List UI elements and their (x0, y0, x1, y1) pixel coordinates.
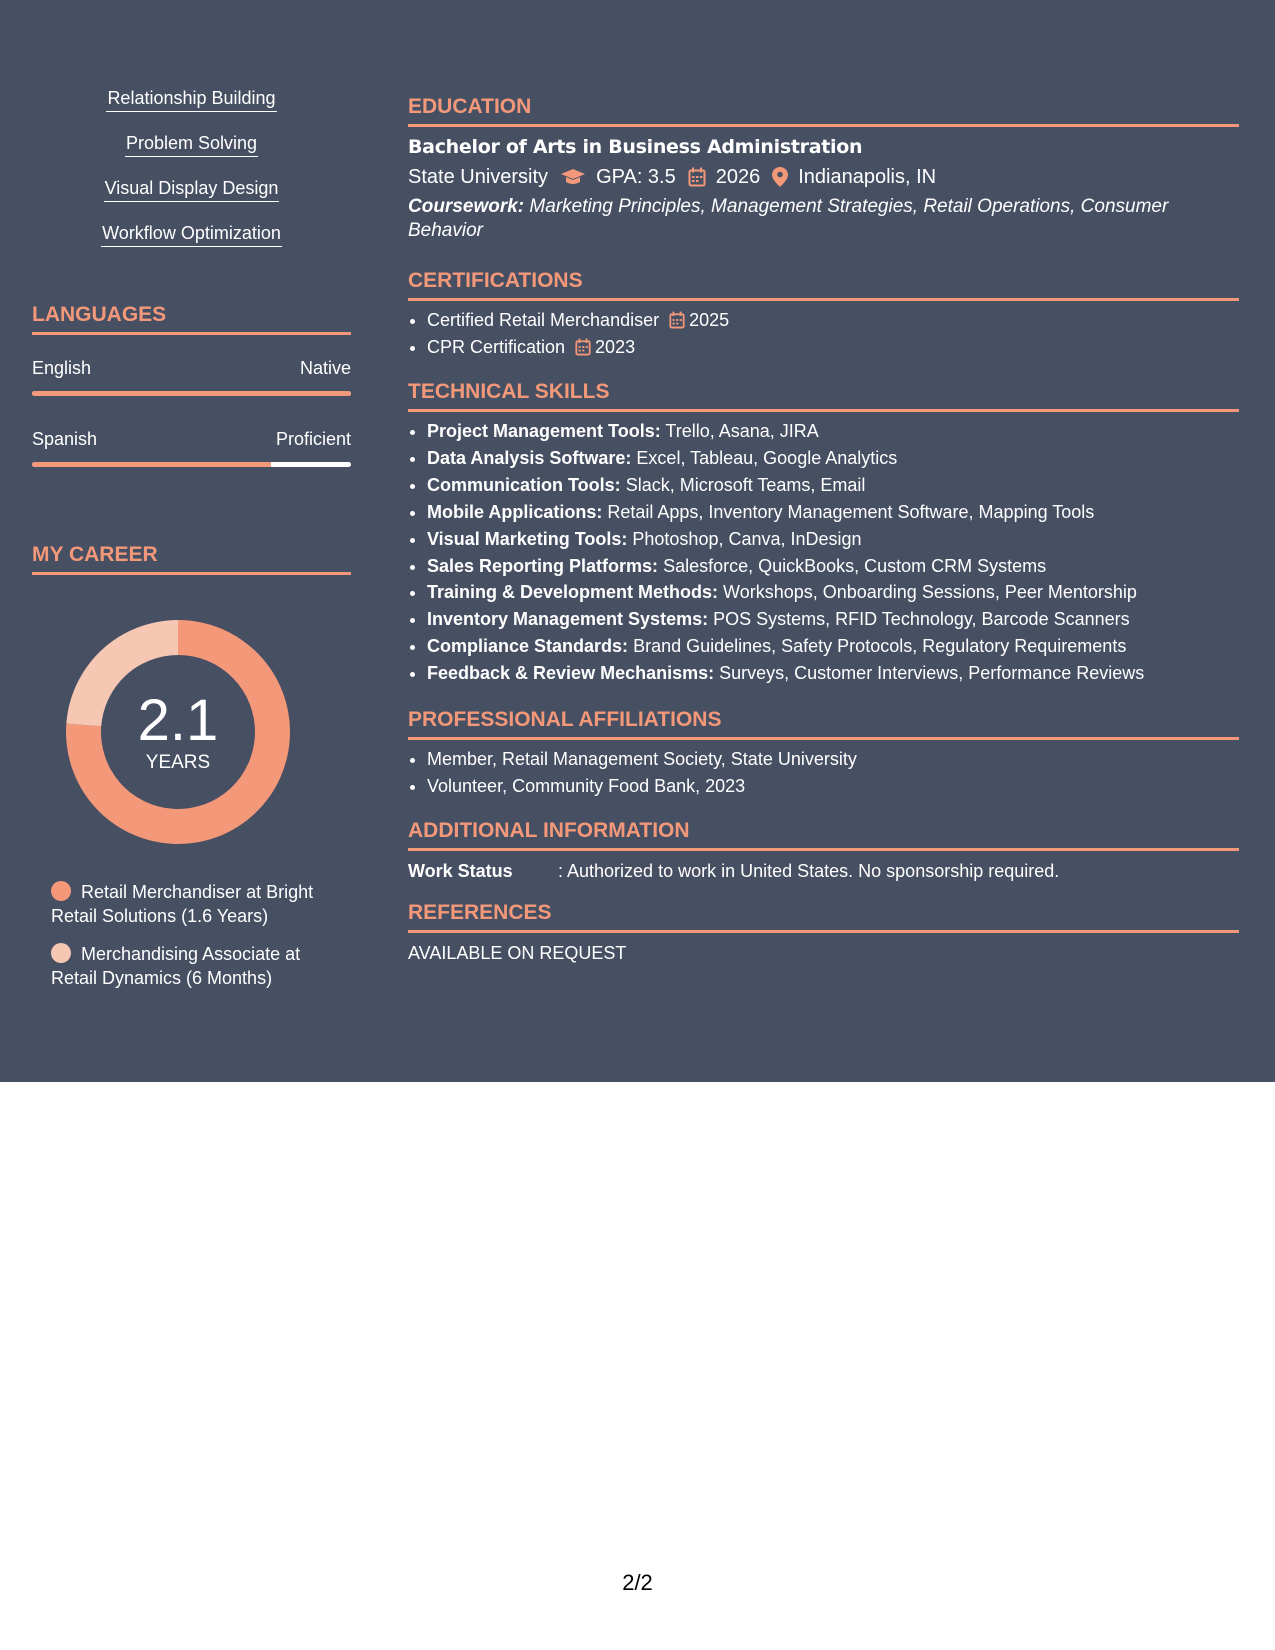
career-donut-chart (66, 620, 290, 844)
language-proficiency-bar (32, 391, 351, 396)
technical-skills-list (408, 418, 1239, 687)
legend-dot-icon (51, 943, 71, 963)
references-section (408, 900, 1239, 965)
legend-dot-icon (51, 881, 71, 901)
technical-skills-title: TECHNICAL SKILLS (408, 380, 610, 403)
calendar-icon (688, 167, 706, 187)
technical-skill-value: Retail Apps, Inventory Management Software, Mapping Tools (607, 501, 1095, 522)
coursework (408, 195, 1239, 243)
language-proficiency-fill (32, 462, 271, 467)
technical-skill-label: Data Analysis Software: (427, 447, 632, 468)
technical-skill-label: Project Management Tools: (427, 421, 661, 441)
technical-skill-value: Slack, Microsoft Teams, Email (625, 474, 866, 495)
language-proficiency-bar (32, 462, 351, 467)
career-legend-item (51, 880, 351, 928)
language-level: Native (299, 358, 351, 378)
technical-skill-label: Inventory Management Systems: (427, 609, 709, 630)
additional-info-section (408, 818, 1239, 883)
technical-skill-item (427, 660, 1239, 687)
skill-label: Workflow Optimization (101, 221, 282, 247)
section-rule (408, 930, 1239, 933)
additional-info-title: ADDITIONAL INFORMATION (408, 819, 690, 842)
certification-name: Certified Retail Merchandiser (427, 310, 660, 330)
page-number: 2/2 (622, 1570, 653, 1595)
technical-skill-item (427, 445, 1239, 472)
technical-skill-label: Sales Reporting Platforms: (427, 555, 659, 576)
technical-skill-label: Feedback & Review Mechanisms: (427, 663, 715, 684)
technical-skill-label: Training & Development Methods: (427, 582, 719, 603)
language-proficiency-fill (32, 391, 351, 396)
technical-skill-label: Visual Marketing Tools: (427, 528, 628, 549)
career-legend-label: Merchandising Associate at Retail Dynamics (6 Months) (51, 944, 301, 988)
work-status-label: Work Status (408, 861, 513, 881)
certification-item (427, 334, 1239, 361)
education-meta (408, 165, 1239, 189)
references-text: AVAILABLE ON REQUEST (408, 943, 627, 963)
affiliation-item: • Volunteer, Community Food Bank, 2023 (427, 773, 1239, 800)
technical-skills-section (408, 379, 1239, 687)
technical-skill-item (427, 606, 1239, 633)
affiliations-title: PROFESSIONAL AFFILIATIONS (408, 708, 722, 731)
technical-skill-value: Photoshop, Canva, InDesign (632, 528, 862, 549)
gpa: GPA: 3.5 (596, 166, 676, 188)
technical-skill-value: Salesforce, QuickBooks, Custom CRM Systems (663, 555, 1047, 576)
skill-label: Visual Display Design (104, 176, 280, 202)
section-rule (32, 572, 351, 575)
skill-item (32, 221, 351, 266)
career-years-unit: YEARS (145, 752, 211, 773)
coursework-text: Marketing Principles, Management Strategies, Retail Operations, Consumer Behavior (408, 196, 1169, 241)
technical-skill-item (427, 579, 1239, 606)
left-column (32, 86, 351, 988)
certification-item (427, 307, 1239, 334)
education-title: EDUCATION (408, 95, 532, 118)
graduation-cap-icon (560, 167, 586, 187)
language-item (32, 428, 351, 467)
certification-year: 2025 (689, 310, 730, 330)
affiliations-section (408, 707, 1239, 800)
certifications-title: CERTIFICATIONS (408, 269, 583, 292)
language-name: English (32, 358, 92, 378)
career-section (32, 542, 351, 575)
technical-skill-value: POS Systems, RFID Technology, Barcode Scanners (713, 609, 1130, 630)
technical-skill-item (427, 526, 1239, 553)
skill-item (32, 176, 351, 221)
calendar-icon (575, 338, 591, 356)
school-name: State University (408, 166, 549, 188)
technical-skill-label: Compliance Standards: (427, 636, 629, 657)
skill-item (32, 131, 351, 176)
technical-skill-label: Communication Tools: (427, 474, 621, 495)
technical-skill-label: Mobile Applications: (427, 501, 603, 522)
skills-list (32, 86, 351, 266)
education-section (408, 94, 1239, 243)
technical-skill-value: Surveys, Customer Interviews, Performance Reviews (719, 663, 1145, 684)
skill-item (32, 86, 351, 131)
location-pin-icon (772, 167, 788, 187)
technical-skill-item (427, 472, 1239, 499)
career-legend-item (51, 942, 351, 990)
degree-title: Bachelor of Arts in Business Administration (408, 136, 863, 158)
technical-skill-value: Trello, Asana, JIRA (665, 421, 819, 441)
skill-label: Problem Solving (125, 131, 258, 157)
technical-skill-item (427, 499, 1239, 526)
coursework-label: Coursework: (408, 196, 525, 217)
technical-skill-value: Excel, Tableau, Google Analytics (636, 447, 898, 468)
languages-title: LANGUAGES (32, 303, 167, 326)
section-rule (408, 848, 1239, 851)
career-total-years: 2.1 (137, 688, 219, 753)
section-rule (408, 298, 1239, 301)
certification-year: 2023 (595, 336, 636, 357)
graduation-year: 2026 (715, 166, 761, 188)
work-status-row (408, 859, 1239, 883)
education-location: Indianapolis, IN (798, 166, 937, 188)
calendar-icon (669, 311, 685, 329)
technical-skill-item (427, 418, 1239, 445)
career-legend-label: Retail Merchandiser at Bright Retail Solutions (1.6 Years) (51, 882, 314, 926)
section-rule (32, 332, 351, 335)
language-name: Spanish (32, 429, 98, 449)
technical-skill-value: Brand Guidelines, Safety Protocols, Regulatory Requirements (633, 636, 1127, 657)
language-item (32, 357, 351, 396)
language-level: Proficient (275, 429, 351, 449)
certification-name: CPR Certification (427, 336, 566, 357)
affiliation-item: • Member, Retail Management Society, State University (427, 746, 1239, 773)
career-title: MY CAREER (32, 543, 158, 566)
section-rule (408, 737, 1239, 740)
skill-label: Relationship Building (106, 86, 276, 112)
work-status-value: : Authorized to work in United States. No sponsorship required. (558, 861, 1060, 881)
career-legend (51, 880, 351, 990)
references-title: REFERENCES (408, 901, 552, 924)
certifications-section (408, 268, 1239, 361)
technical-skill-item (427, 633, 1239, 660)
section-rule (408, 409, 1239, 412)
section-rule (408, 124, 1239, 127)
languages-section (32, 302, 351, 467)
technical-skill-item (427, 553, 1239, 580)
technical-skill-value: Workshops, Onboarding Sessions, Peer Mentorship (723, 582, 1137, 603)
